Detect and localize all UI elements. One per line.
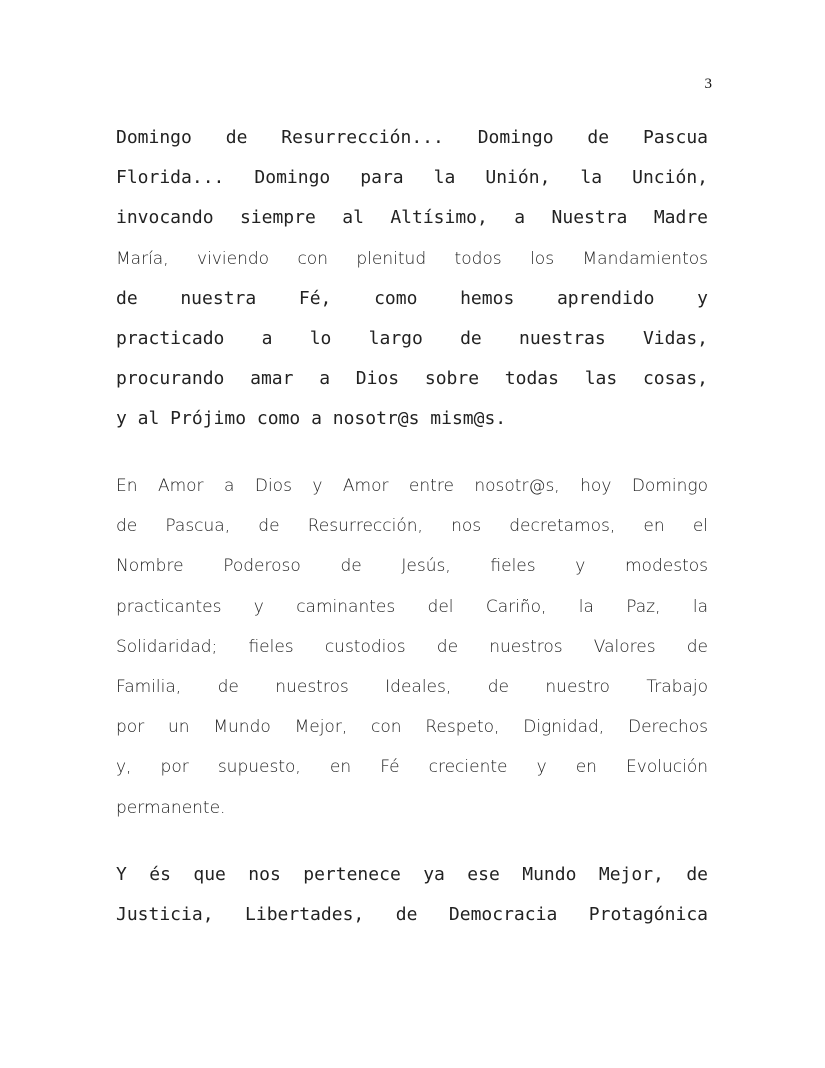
text-line: Domingo de Resurrección... Domingo de Pascua [116,127,708,148]
text-line: Familia, de nuestros Ideales, de nuestro Trabajo [116,676,708,697]
page-number: 3 [704,76,712,92]
text-line: practicado a lo largo de nuestras Vidas, [116,327,708,349]
paragraph-3 [116,855,708,935]
paragraph-2 [116,466,708,828]
text-line: Justicia, Libertades, de Democracia Protagónica [116,904,708,926]
paragraph-1 [116,118,708,440]
text-line: María, viviendo con plenitud todos los Mandamientos [116,248,708,269]
text-line: Solidaridad; fieles custodios de nuestros Valores de [116,636,708,657]
text-line: practicantes y caminantes del Cariño, la Paz, la [116,596,708,617]
text-line: Nombre Poderoso de Jesús, fieles y modestos [116,556,708,577]
text-line: por un Mundo Mejor, con Respeto, Dignidad, Derechos [116,717,708,738]
text-line: En Amor a Dios y Amor entre nosotr@s, hoy Domingo [116,476,708,496]
text-line: de Pascua, de Resurrección, nos decretamos, en el [116,516,708,537]
text-line: permanente. [116,797,226,818]
text-line: y, por supuesto, en Fé creciente y en Evolución [116,757,708,778]
text-line: Y és que nos pertenece ya ese Mundo Mejor, de [116,864,708,885]
text-line: invocando siempre al Altísimo, a Nuestra Madre [116,207,708,229]
text-line: Florida... Domingo para la Unión, la Unción, [116,167,708,189]
text-line: y al Prójimo como a nosotr@s mism@s. [116,408,507,430]
text-line: de nuestra Fé, como hemos aprendido y [116,287,708,309]
text-line: procurando amar a Dios sobre todas las cosas, [116,368,708,390]
